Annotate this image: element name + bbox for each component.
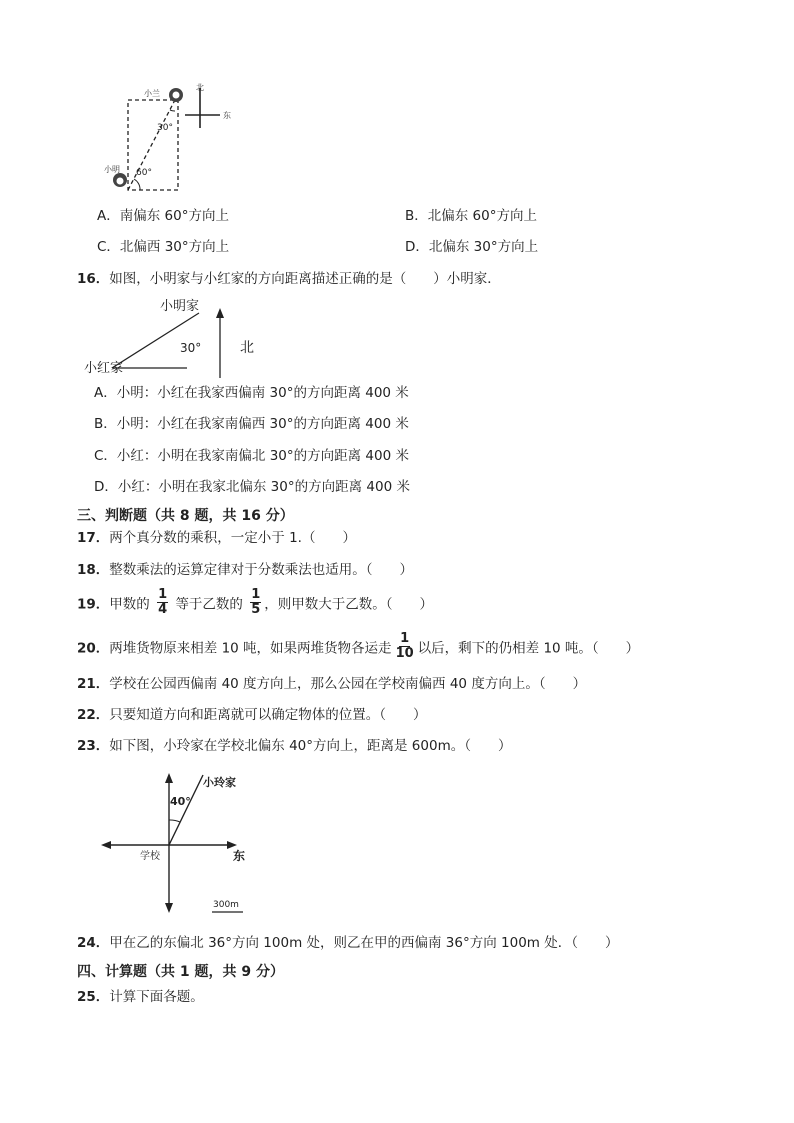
q20-frac-num: 1 <box>400 631 410 646</box>
q20-fraction <box>395 632 415 661</box>
q15-option-d[interactable]: D．北偏东 30°方向上 <box>405 239 539 255</box>
q21-text: 学校在公园西偏南 40 度方向上，那么公园在学校南偏西 40 度方向上。（ ） <box>109 676 587 692</box>
q23-label-home: 小玲家 <box>203 776 236 789</box>
q16-label-xiaohong-home: 小红家 <box>84 361 124 376</box>
q22 <box>77 706 427 724</box>
q16-stem-text: 如图，小明家与小红家的方向距离描述正确的是（ ）小明家． <box>109 271 501 287</box>
q18-number: 18． <box>77 562 110 578</box>
q21 <box>77 675 586 693</box>
q20-frac-den: 10 <box>395 646 414 661</box>
q15-option-c[interactable]: C．北偏西 30°方向上 <box>97 239 230 255</box>
q15-option-a[interactable]: A．南偏东 60°方向上 <box>97 208 229 224</box>
q25 <box>77 988 204 1006</box>
q19-part3: ，则甲数大于乙数。（ ） <box>264 596 434 613</box>
q19-frac2-num: 1 <box>251 587 261 602</box>
q20 <box>77 631 640 663</box>
q24-number: 24． <box>77 935 110 951</box>
q24 <box>77 934 619 952</box>
q19-frac2-den: 5 <box>251 602 261 617</box>
q19-part2: 等于乙数的 <box>175 596 243 613</box>
q19 <box>77 587 434 619</box>
q23 <box>77 737 511 755</box>
q17 <box>77 529 356 547</box>
q20-part2: 以后，剩下的仍相差 10 吨。（ ） <box>417 640 640 657</box>
q25-number: 25． <box>77 989 110 1005</box>
section4-title: 四、计算题（共 1 题，共 9 分） <box>77 964 284 980</box>
q15-label-xiaoming: 小明 <box>104 165 120 174</box>
q23-label-school: 学校 <box>140 851 160 862</box>
q19-part1: 甲数的 <box>109 596 150 613</box>
q15-angle-bottom: 60° <box>136 168 152 178</box>
q23-label-east: 东 <box>233 849 246 863</box>
q22-text: 只要知道方向和距离就可以确定物体的位置。（ ） <box>109 707 427 723</box>
q16-option-d[interactable]: D．小红：小明在我家北偏东 30°的方向距离 400 米 <box>94 479 410 495</box>
q20-number: 20． <box>77 640 110 657</box>
q16-number: 16． <box>77 271 110 287</box>
q16-option-c[interactable]: C．小红：小明在我家南偏北 30°的方向距离 400 米 <box>94 448 409 464</box>
q22-number: 22． <box>77 707 110 723</box>
q19-number: 19． <box>77 596 110 613</box>
q17-text: 两个真分数的乘积，一定小于 1.（ ） <box>109 530 356 546</box>
q15-angle-top: 30° <box>157 123 173 133</box>
q19-frac1-num: 1 <box>158 587 168 602</box>
q24-text: 甲在乙的东偏北 36°方向 100m 处，则乙在甲的西偏南 36°方向 100m 处．（ ） <box>109 935 619 951</box>
q18 <box>77 561 413 579</box>
section3-title: 三、判断题（共 8 题，共 16 分） <box>77 508 294 524</box>
q15-option-b[interactable]: B．北偏东 60°方向上 <box>405 208 537 224</box>
q15-label-east: 东 <box>223 111 231 120</box>
q16-stem <box>77 270 501 288</box>
q16-north: 北 <box>240 340 254 356</box>
q15-figure <box>100 80 250 195</box>
q19-fraction-1 <box>157 588 168 617</box>
q23-number: 23． <box>77 738 110 754</box>
q15-label-xiaolan: 小兰 <box>144 89 160 98</box>
q17-number: 17． <box>77 530 110 546</box>
q16-option-a[interactable]: A．小明：小红在我家西偏南 30°的方向距离 400 米 <box>94 385 409 401</box>
q23-angle: 40° <box>170 795 191 808</box>
q15-label-north: 北 <box>196 83 204 92</box>
q23-text: 如下图，小玲家在学校北偏东 40°方向上，距离是 600m。（ ） <box>109 738 512 754</box>
q16-label-xiaoming-home: 小明家 <box>160 299 200 314</box>
q25-text: 计算下面各题。 <box>109 989 204 1005</box>
q21-number: 21． <box>77 676 110 692</box>
q16-angle: 30° <box>180 341 202 355</box>
q18-text: 整数乘法的运算定律对于分数乘法也适用。（ ） <box>109 562 414 578</box>
q23-scale-label: 300m <box>213 900 239 910</box>
q16-option-b[interactable]: B．小明：小红在我家南偏西 30°的方向距离 400 米 <box>94 416 409 432</box>
q19-fraction-2 <box>250 588 261 617</box>
q23-figure <box>95 768 270 920</box>
q16-figure <box>82 290 282 380</box>
q20-part1: 两堆货物原来相差 10 吨，如果两堆货物各运走 <box>109 640 392 657</box>
q19-frac1-den: 4 <box>158 602 168 617</box>
